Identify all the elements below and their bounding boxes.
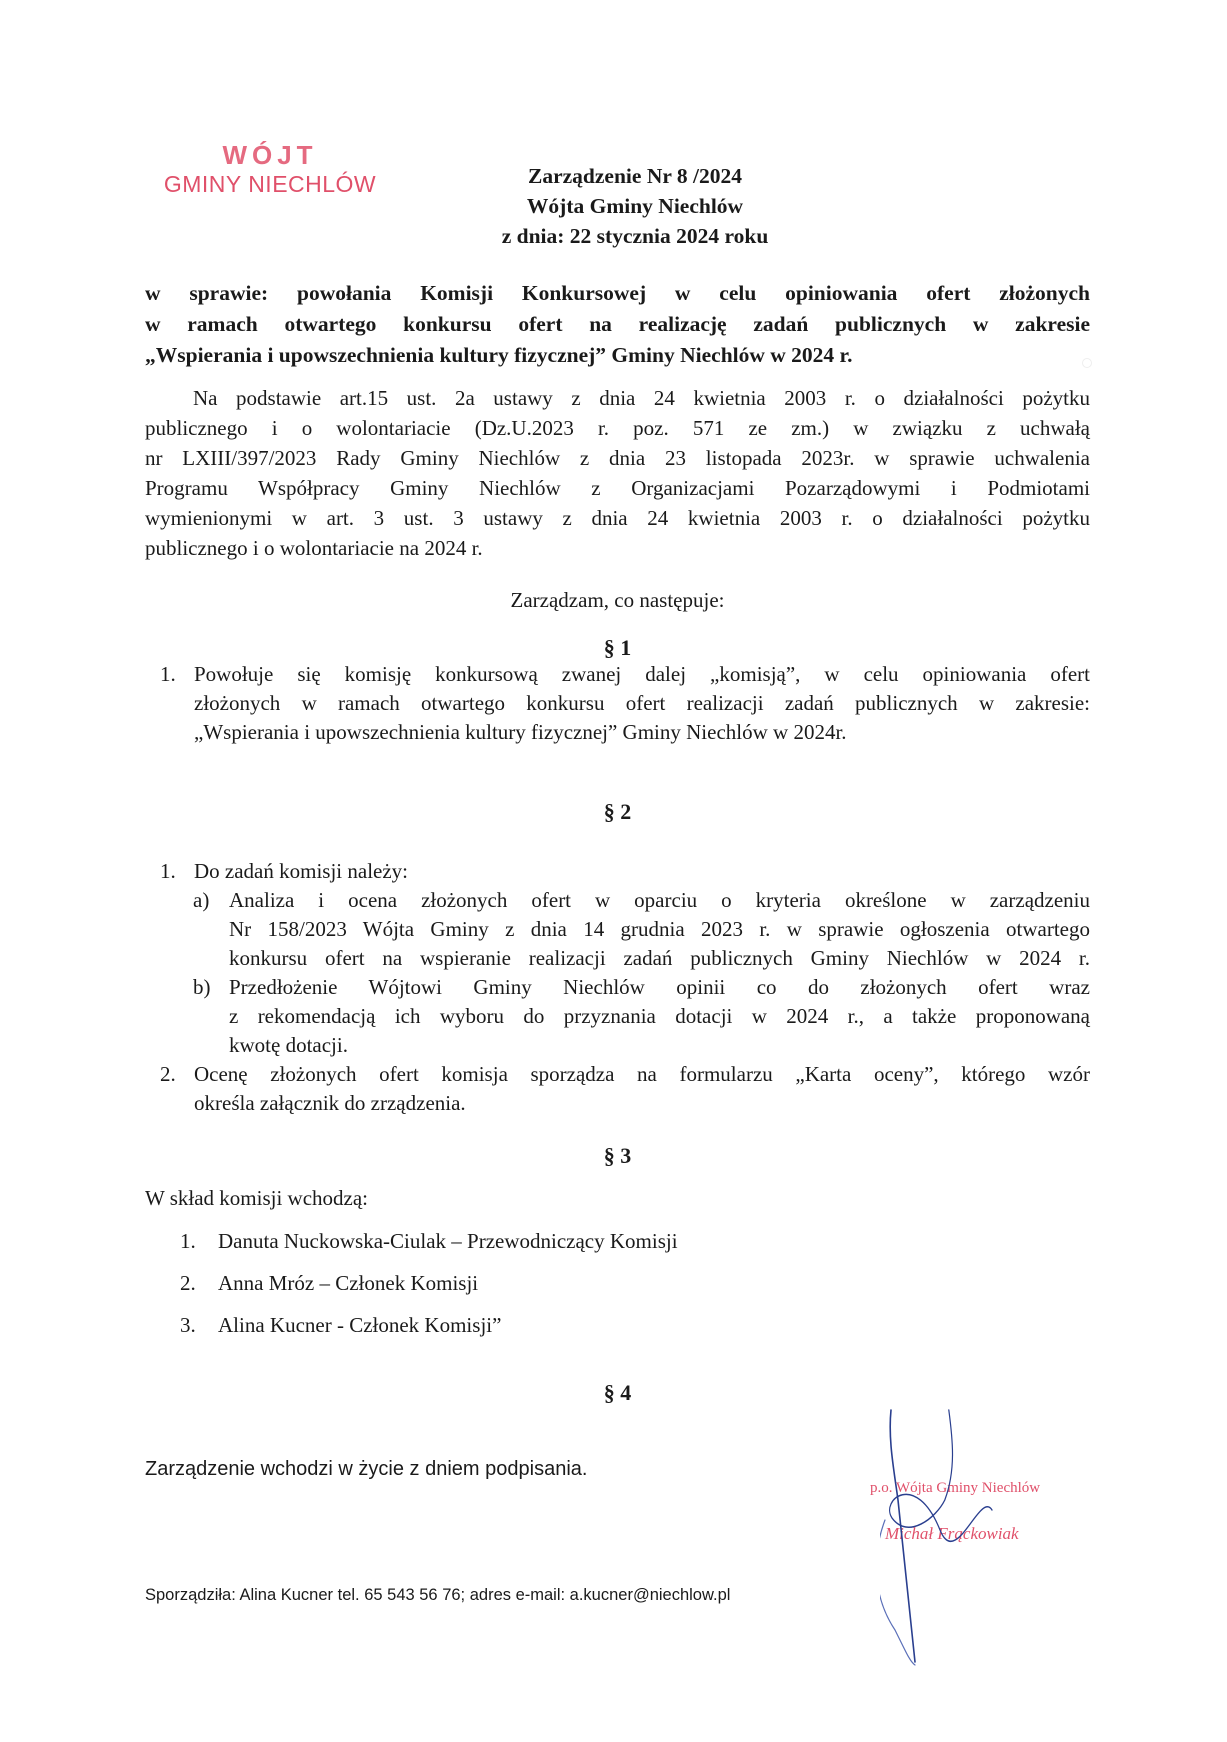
document-heading (400, 161, 870, 251)
subitem-letter: b) (193, 975, 211, 999)
member-item (180, 1310, 501, 1340)
subitem-line: Nr 158/2023 Wójta Gminy z dnia 14 grudnia 2023 r. w sprawie ogłoszenia otwartego (229, 917, 1090, 941)
decree-subject (145, 278, 1090, 371)
subitem-line: kwotę dotacji. (229, 1033, 348, 1057)
stamp-office: GMINY NIECHLÓW (163, 171, 377, 197)
decree-number: Zarządzenie Nr 8 /2024 (528, 164, 742, 188)
legal-basis-paragraph (145, 383, 1090, 563)
item-line: Do zadań komisji należy: (194, 859, 409, 883)
signature-stroke (880, 1520, 915, 1665)
handwritten-signature (880, 1400, 1020, 1680)
member-item (180, 1268, 478, 1298)
section-2-title: § 2 (603, 799, 632, 824)
section-2-subitem-a (193, 886, 1090, 973)
member-number: 2. (180, 1271, 196, 1295)
subject-line: w ramach otwartego konkursu ofert na realizację zadań publicznych w zakresie (145, 312, 1090, 336)
subject-line: w sprawie: powołania Komisji Konkursowej w celu opiniowania ofert złożonych (145, 281, 1090, 305)
stamp-title: WÓJT (222, 140, 318, 170)
subject-line: „Wspierania i upowszechnienia kultury fizycznej” Gminy Niechlów w 2024 r. (145, 343, 853, 367)
member-number: 3. (180, 1313, 196, 1337)
members-intro: W skład komisji wchodzą: (145, 1186, 368, 1210)
section-3-title: § 3 (603, 1143, 632, 1168)
decree-date: z dnia: 22 stycznia 2024 roku (501, 224, 769, 248)
decree-issuer: Wójta Gminy Niechlów (526, 194, 744, 218)
member-text: Alina Kucner - Członek Komisji” (218, 1313, 502, 1337)
item-line: „Wspierania i upowszechnienia kultury fizycznej” Gminy Niechlów w 2024r. (194, 720, 847, 744)
prepared-by: Sporządziła: Alina Kucner tel. 65 543 56 76; adres e-mail: a.kucner@niechlow.pl (145, 1586, 731, 1604)
item-line: określa załącznik do zrządzenia. (194, 1091, 466, 1115)
item-number: 2. (160, 1062, 176, 1086)
paragraph-line: Programu Współpracy Gminy Niechlów z Organizacjami Pozarządowymi i Podmiotami (145, 476, 1090, 500)
subitem-line: z rekomendacją ich wyboru do przyznania dotacji w 2024 r., a także proponowaną (229, 1004, 1090, 1028)
item-line: złożonych w ramach otwartego konkursu ofert realizacji zadań publicznych w zakresie: (194, 691, 1090, 715)
signature-stamp-title: p.o. Wójta Gminy Niechlów (870, 1480, 1041, 1496)
member-number: 1. (180, 1229, 196, 1253)
item-number: 1. (160, 662, 176, 686)
paragraph-line: publicznego i o wolontariacie na 2024 r. (145, 536, 483, 560)
member-text: Anna Mróz – Członek Komisji (218, 1271, 479, 1295)
paragraph-line: wymienionymi w art. 3 ust. 3 ustawy z dnia 24 kwietnia 2003 r. o działalności pożytku (145, 506, 1090, 530)
member-text: Danuta Nuckowska-Ciulak – Przewodniczący Komisji (218, 1229, 678, 1253)
section-1-title: § 1 (603, 635, 632, 660)
subitem-letter: a) (193, 888, 210, 912)
paragraph-line: Na podstawie art.15 ust. 2a ustawy z dnia 24 kwietnia 2003 r. o działalności pożytku (193, 386, 1090, 410)
decree-intro: Zarządzam, co następuje: (510, 588, 725, 612)
paragraph-line: publicznego i o wolontariacie (Dz.U.2023 r. poz. 571 ze zm.) w związku z uchwałą (145, 416, 1090, 440)
item-line: Powołuje się komisję konkursową zwanej dalej „komisją”, w celu opiniowania ofert (194, 662, 1090, 686)
office-stamp (150, 140, 390, 198)
signature-stroke (890, 1410, 915, 1662)
effective-clause: Zarządzenie wchodzi w życie z dniem podpisania. (145, 1458, 588, 1480)
scan-artifact (1082, 358, 1092, 368)
paragraph-line: nr LXIII/397/2023 Rady Gminy Niechlów z dnia 23 listopada 2023r. w sprawie uchwalenia (145, 446, 1090, 470)
signature-stroke (890, 1410, 992, 1541)
section-2-item-1 (160, 857, 1090, 886)
member-item (180, 1226, 678, 1256)
subitem-line: Analiza i ocena złożonych ofert w oparciu o kryteria określone w zarządzeniu (229, 888, 1090, 912)
subitem-line: Przedłożenie Wójtowi Gminy Niechlów opinii co do złożonych ofert wraz (229, 975, 1090, 999)
item-number: 1. (160, 859, 176, 883)
section-4-title: § 4 (603, 1380, 632, 1405)
section-2-item-2 (160, 1060, 1090, 1118)
subitem-line: konkursu ofert na wspieranie realizacji zadań publicznych Gminy Niechlów w 2024 r. (229, 946, 1090, 970)
signature-stamp-name: Michał Frąckowiak (885, 1524, 1019, 1543)
section-1-item-1 (160, 660, 1090, 747)
section-2-subitem-b (193, 973, 1090, 1060)
item-line: Ocenę złożonych ofert komisja sporządza na formularzu „Karta oceny”, którego wzór (194, 1062, 1090, 1086)
